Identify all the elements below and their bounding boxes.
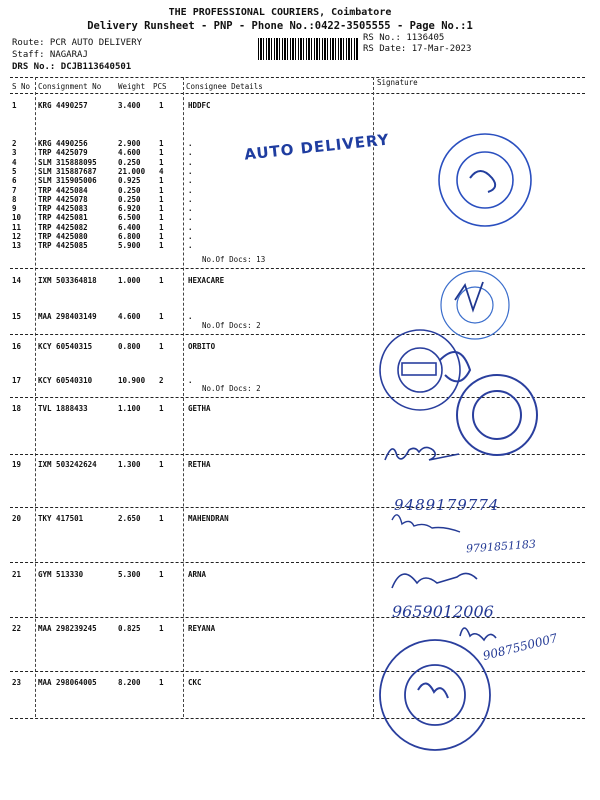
ckc-seal [380, 640, 490, 750]
cell-pcs: 2 [159, 376, 164, 385]
cell-weight: 0.825 [118, 624, 141, 633]
cell-weight: 8.200 [118, 678, 141, 687]
cell-sno: 21 [12, 570, 22, 579]
cell-consignment: IXM 503242624 [38, 460, 97, 469]
cell-sno: 20 [12, 514, 22, 523]
hdfc-seal [439, 134, 531, 226]
cell-sno: 8 [12, 194, 17, 204]
col-pcs: PCS [153, 82, 167, 91]
cell-pcs: 1 [159, 312, 164, 321]
cell-weight: 0.925 [118, 176, 141, 186]
cell-consignee: . [188, 222, 193, 232]
cell-consignee: . [188, 204, 193, 214]
cell-weight: 5.900 [118, 241, 141, 251]
cell-pcs: 1 [159, 404, 164, 413]
cell-weight: 10.900 [118, 376, 146, 385]
cell-consignment: IXM 503364818 [38, 276, 97, 285]
auto-delivery-stamp: AUTO DELIVERY [243, 130, 391, 164]
cell-sno: 19 [12, 460, 22, 469]
cell-pcs: 1 [159, 157, 164, 167]
cell-pcs: 1 [159, 176, 164, 186]
cell-weight: 4.600 [118, 312, 141, 321]
cell-pcs: 1 [159, 213, 164, 223]
cell-sno: 9 [12, 204, 17, 214]
col-weight: Weight [118, 82, 146, 91]
cell-consignment: TVL 1888433 [38, 404, 88, 413]
cell-weight: 0.250 [118, 185, 141, 195]
retha-signature [385, 447, 459, 460]
mahendran-signature [392, 515, 460, 532]
cell-consignment: TRP 4425080 [38, 232, 88, 241]
col-signature: Signature [377, 78, 418, 87]
cell-consignment: KRG 4490257 [38, 101, 88, 110]
cell-weight: 1.100 [118, 404, 141, 413]
reyana-signature [460, 628, 496, 640]
cell-pcs: 1 [159, 101, 164, 110]
cell-sno: 7 [12, 185, 17, 195]
cell-consignment: SLM 315888095 [38, 157, 97, 167]
cell-pcs: 1 [159, 139, 164, 148]
cell-sno: 14 [12, 276, 22, 285]
cell-weight: 3.400 [118, 101, 141, 110]
phone-handwriting-20b: 9791851183 [465, 537, 537, 556]
cell-pcs: 1 [159, 148, 164, 158]
cell-consignment: TKY 417501 [38, 514, 84, 523]
getha-seal [457, 375, 537, 455]
cell-consignment: MAA 298239245 [38, 624, 97, 633]
cell-pcs: 4 [159, 166, 164, 176]
cell-weight: 6.400 [118, 222, 141, 232]
cell-weight: 2.900 [118, 139, 141, 148]
cell-consignee: . [188, 376, 193, 385]
cell-weight: 6.920 [118, 204, 141, 214]
staff-label: Staff: NAGARAJ [12, 50, 88, 60]
cell-consignment: KCY 60540315 [38, 342, 93, 351]
cell-weight: 1.300 [118, 460, 141, 469]
rs-date: RS Date: 17-Mar-2023 [363, 44, 472, 54]
cell-consignment: SLM 315905006 [38, 176, 97, 186]
cell-consignee: MAHENDRAN [188, 514, 229, 523]
cell-sno: 12 [12, 232, 22, 241]
cell-consignment: TRP 4425079 [38, 148, 88, 158]
cell-sno: 22 [12, 624, 22, 633]
hexacare-seal [441, 271, 509, 339]
cell-weight: 4.600 [118, 148, 141, 158]
cell-consignee: RETHA [188, 460, 211, 469]
drs-label: DRS No.: [12, 62, 56, 72]
cell-pcs: 1 [159, 460, 164, 469]
cell-pcs: 1 [159, 514, 164, 523]
cell-weight: 0.250 [118, 157, 141, 167]
cell-consignee: . [188, 241, 193, 251]
cell-weight: 21.000 [118, 166, 146, 176]
cell-sno: 2 [12, 139, 17, 148]
cell-consignment: TRP 4425085 [38, 241, 88, 251]
cell-weight: 0.800 [118, 342, 141, 351]
docs-count: No.Of Docs: 13 [202, 255, 266, 264]
cell-consignee: HEXACARE [188, 276, 225, 285]
cell-consignment: SLM 315887687 [38, 166, 97, 176]
cell-consignee: REYANA [188, 624, 216, 633]
cell-consignee: . [188, 185, 193, 195]
cell-pcs: 1 [159, 276, 164, 285]
cell-sno: 15 [12, 312, 22, 321]
cell-consignment: MAA 298064005 [38, 678, 97, 687]
cell-pcs: 1 [159, 232, 164, 241]
cell-consignee: . [188, 194, 193, 204]
cell-sno: 4 [12, 157, 17, 167]
cell-weight: 1.000 [118, 276, 141, 285]
cell-sno: 18 [12, 404, 22, 413]
cell-consignment: KCY 60540310 [38, 376, 93, 385]
cell-pcs: 1 [159, 624, 164, 633]
cell-consignee: . [188, 232, 193, 241]
phone-handwriting-20: 9489179774 [394, 496, 500, 514]
cell-consignment: GYM 513330 [38, 570, 84, 579]
phone-handwriting-22: 9087550007 [481, 630, 559, 664]
cell-sno: 3 [12, 148, 17, 158]
cell-consignment: TRP 4425078 [38, 194, 88, 204]
company-title: THE PROFESSIONAL COURIERS, Coimbatore [168, 7, 392, 18]
col-consignee: Consignee Details [186, 82, 263, 91]
cell-weight: 2.650 [118, 514, 141, 523]
cell-consignment: TRP 4425083 [38, 204, 88, 214]
route-label: Route: PCR AUTO DELIVERY [12, 38, 143, 48]
cell-pcs: 1 [159, 194, 164, 204]
cell-consignee: . [188, 139, 193, 148]
col-sno: S No [12, 82, 31, 91]
col-consignment: Consignment No [38, 82, 102, 91]
cell-pcs: 1 [159, 678, 164, 687]
cell-pcs: 1 [159, 570, 164, 579]
cell-consignee: . [188, 312, 193, 321]
cell-pcs: 1 [159, 342, 164, 351]
cell-weight: 6.800 [118, 232, 141, 241]
cell-sno: 5 [12, 166, 17, 176]
cell-consignee: . [188, 157, 193, 167]
phone-handwriting-21: 9659012006 [392, 602, 494, 621]
cell-consignee: ARNA [188, 570, 207, 579]
cell-sno: 17 [12, 376, 22, 385]
cell-consignee: . [188, 166, 193, 176]
cell-sno: 16 [12, 342, 22, 351]
cell-pcs: 1 [159, 204, 164, 214]
cell-consignee: ORBITO [188, 342, 216, 351]
cell-consignment: TRP 4425084 [38, 185, 88, 195]
cell-consignee: . [188, 148, 193, 158]
drs-value: DCJB113640501 [60, 62, 132, 72]
cell-sno: 10 [12, 213, 22, 223]
cell-consignee: . [188, 213, 193, 223]
runsheet-title: Delivery Runsheet - PNP - Phone No.:0422-3505555 - Page No.:1 [87, 20, 473, 32]
cell-sno: 1 [12, 101, 17, 110]
cell-sno: 23 [12, 678, 22, 687]
docs-count: No.Of Docs: 2 [202, 321, 261, 330]
docs-count: No.Of Docs: 2 [202, 384, 261, 393]
cell-consignee: GETHA [188, 404, 211, 413]
rs-number: RS No.: 1136405 [363, 33, 445, 43]
cell-consignee: . [188, 176, 193, 186]
cell-sno: 13 [12, 241, 22, 251]
cell-weight: 0.250 [118, 194, 141, 204]
cell-pcs: 1 [159, 241, 164, 251]
cell-weight: 6.500 [118, 213, 141, 223]
cell-consignee: CKC [188, 678, 202, 687]
cell-sno: 11 [12, 222, 22, 232]
orbito-seal [380, 330, 470, 410]
cell-sno: 6 [12, 176, 17, 186]
cell-consignment: TRP 4425081 [38, 213, 88, 223]
cell-weight: 5.300 [118, 570, 141, 579]
cell-consignment: KRG 4490256 [38, 139, 88, 148]
arna-signature [392, 573, 477, 588]
cell-consignment: MAA 298403149 [38, 312, 97, 321]
cell-pcs: 1 [159, 222, 164, 232]
cell-consignment: TRP 4425082 [38, 222, 88, 232]
cell-consignee: HDDFC [188, 101, 211, 110]
cell-pcs: 1 [159, 185, 164, 195]
